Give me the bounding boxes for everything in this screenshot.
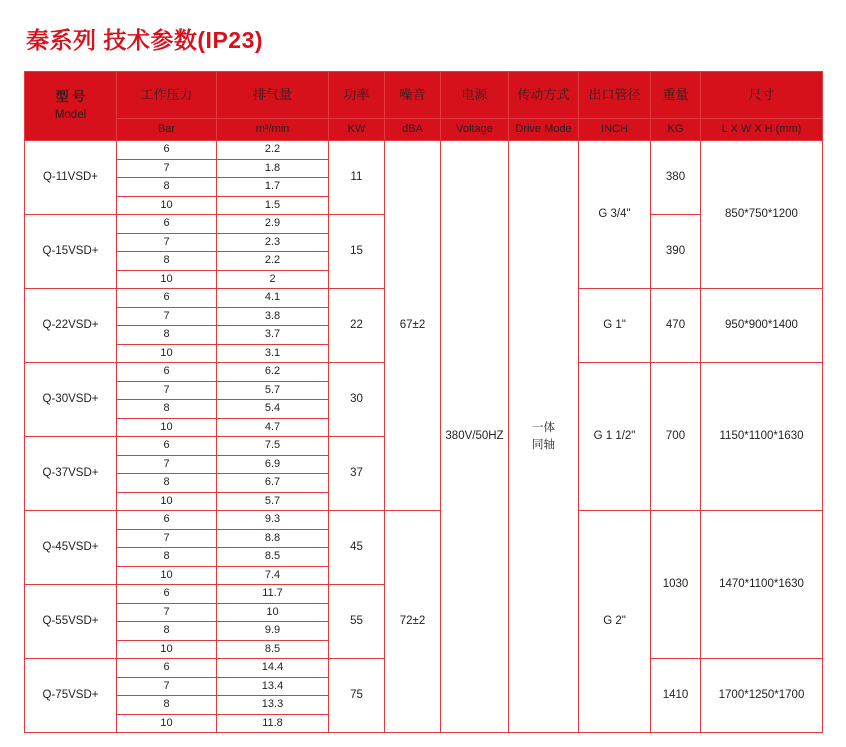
cell-power: 15 (329, 215, 385, 289)
cell-dimension: 1470*1100*1630 (701, 511, 823, 659)
cell-pressure: 7 (117, 677, 217, 696)
header-dimension: 尺寸 (701, 72, 823, 119)
cell-power: 45 (329, 511, 385, 585)
header-flow: 排气量 (217, 72, 329, 119)
cell-power: 22 (329, 289, 385, 363)
cell-model: Q-37VSD+ (25, 437, 117, 511)
cell-flow: 9.3 (217, 511, 329, 530)
cell-weight: 1030 (651, 511, 701, 659)
table-header (25, 72, 823, 141)
cell-flow: 5.4 (217, 400, 329, 419)
cell-flow: 2.2 (217, 252, 329, 271)
cell-noise: 72±2 (385, 511, 441, 733)
header-outlet-diameter: 出口管径 (579, 72, 651, 119)
cell-voltage: 380V/50HZ (441, 141, 509, 733)
cell-flow: 5.7 (217, 381, 329, 400)
cell-flow: 1.8 (217, 159, 329, 178)
cell-flow: 5.7 (217, 492, 329, 511)
cell-power: 11 (329, 141, 385, 215)
cell-flow: 8.5 (217, 640, 329, 659)
cell-pressure: 8 (117, 400, 217, 419)
cell-pressure: 8 (117, 326, 217, 345)
cell-weight: 390 (651, 215, 701, 289)
cell-pressure: 7 (117, 529, 217, 548)
technical-spec-table (24, 71, 823, 733)
cell-flow: 1.5 (217, 196, 329, 215)
cell-flow: 13.3 (217, 696, 329, 715)
cell-flow: 6.2 (217, 363, 329, 382)
header-model-cn: 型 号 (55, 89, 86, 105)
cell-pressure: 7 (117, 233, 217, 252)
table-body (25, 141, 823, 733)
cell-model: Q-22VSD+ (25, 289, 117, 363)
cell-flow: 3.7 (217, 326, 329, 345)
cell-flow: 10 (217, 603, 329, 622)
header-weight: 重量 (651, 72, 701, 119)
cell-flow: 4.1 (217, 289, 329, 308)
cell-pressure: 8 (117, 178, 217, 197)
cell-power: 30 (329, 363, 385, 437)
cell-pressure: 7 (117, 603, 217, 622)
header-row-main (25, 72, 823, 119)
cell-pressure: 7 (117, 381, 217, 400)
header-noise: 噪音 (385, 72, 441, 119)
cell-flow: 2.3 (217, 233, 329, 252)
cell-flow: 13.4 (217, 677, 329, 696)
cell-pressure: 6 (117, 659, 217, 678)
cell-flow: 8.8 (217, 529, 329, 548)
header-model (25, 72, 117, 141)
cell-model: Q-75VSD+ (25, 659, 117, 733)
cell-pressure: 10 (117, 566, 217, 585)
cell-pressure: 6 (117, 289, 217, 308)
cell-flow: 6.9 (217, 455, 329, 474)
cell-flow: 1.7 (217, 178, 329, 197)
cell-pressure: 8 (117, 622, 217, 641)
cell-flow: 11.8 (217, 714, 329, 733)
cell-outlet-diameter: G 2" (579, 511, 651, 733)
cell-drive-mode-line2: 同轴 (532, 438, 555, 451)
cell-pressure: 10 (117, 196, 217, 215)
cell-flow: 2 (217, 270, 329, 289)
cell-pressure: 10 (117, 344, 217, 363)
cell-model: Q-55VSD+ (25, 585, 117, 659)
cell-flow: 11.7 (217, 585, 329, 604)
cell-weight: 470 (651, 289, 701, 363)
header-unit-dimension: L X W X H (mm) (701, 119, 823, 141)
cell-pressure: 8 (117, 252, 217, 271)
table-row (25, 511, 823, 530)
header-pressure: 工作压力 (117, 72, 217, 119)
cell-pressure: 10 (117, 418, 217, 437)
cell-flow: 3.8 (217, 307, 329, 326)
cell-flow: 6.7 (217, 474, 329, 493)
cell-pressure: 8 (117, 548, 217, 567)
header-unit-dba: dBA (385, 119, 441, 141)
header-row-unit (25, 119, 823, 141)
cell-outlet-diameter: G 1" (579, 289, 651, 363)
header-unit-kg: KG (651, 119, 701, 141)
cell-pressure: 10 (117, 270, 217, 289)
cell-flow: 2.9 (217, 215, 329, 234)
cell-dimension: 1700*1250*1700 (701, 659, 823, 733)
cell-pressure: 8 (117, 696, 217, 715)
header-drive-mode: 传动方式 (509, 72, 579, 119)
cell-weight: 1410 (651, 659, 701, 733)
header-unit-kw: KW (329, 119, 385, 141)
cell-outlet-diameter: G 1 1/2" (579, 363, 651, 511)
cell-weight: 700 (651, 363, 701, 511)
header-unit-inch: INCH (579, 119, 651, 141)
cell-pressure: 10 (117, 714, 217, 733)
cell-drive-mode (509, 141, 579, 733)
cell-outlet-diameter: G 3/4" (579, 141, 651, 289)
cell-noise: 67±2 (385, 141, 441, 511)
cell-power: 75 (329, 659, 385, 733)
cell-dimension: 1150*1100*1630 (701, 363, 823, 511)
cell-weight: 380 (651, 141, 701, 215)
cell-model: Q-15VSD+ (25, 215, 117, 289)
cell-flow: 7.4 (217, 566, 329, 585)
cell-pressure: 6 (117, 215, 217, 234)
cell-model: Q-11VSD+ (25, 141, 117, 215)
cell-pressure: 8 (117, 474, 217, 493)
page-title: 秦系列 技术参数(IP23) (26, 27, 264, 53)
cell-pressure: 10 (117, 640, 217, 659)
table-row (25, 141, 823, 160)
header-unit-bar: Bar (117, 119, 217, 141)
cell-pressure: 7 (117, 307, 217, 326)
cell-pressure: 7 (117, 455, 217, 474)
cell-model: Q-30VSD+ (25, 363, 117, 437)
cell-flow: 9.9 (217, 622, 329, 641)
cell-flow: 2.2 (217, 141, 329, 160)
cell-power: 37 (329, 437, 385, 511)
cell-pressure: 6 (117, 437, 217, 456)
cell-drive-mode-line1: 一体 (532, 421, 555, 434)
cell-flow: 4.7 (217, 418, 329, 437)
cell-flow: 3.1 (217, 344, 329, 363)
header-unit-flow: m³/min (217, 119, 329, 141)
cell-pressure: 6 (117, 511, 217, 530)
cell-flow: 7.5 (217, 437, 329, 456)
cell-pressure: 10 (117, 492, 217, 511)
cell-flow: 8.5 (217, 548, 329, 567)
cell-pressure: 7 (117, 159, 217, 178)
cell-dimension: 850*750*1200 (701, 141, 823, 289)
cell-pressure: 6 (117, 363, 217, 382)
cell-model: Q-45VSD+ (25, 511, 117, 585)
header-power: 功率 (329, 72, 385, 119)
header-voltage: 电源 (441, 72, 509, 119)
header-unit-voltage: Voltage (441, 119, 509, 141)
cell-dimension: 950*900*1400 (701, 289, 823, 363)
cell-pressure: 6 (117, 585, 217, 604)
header-unit-drive-mode: Drive Mode (509, 119, 579, 141)
cell-pressure: 6 (117, 141, 217, 160)
cell-flow: 14.4 (217, 659, 329, 678)
cell-power: 55 (329, 585, 385, 659)
header-model-en: Model (54, 108, 87, 121)
